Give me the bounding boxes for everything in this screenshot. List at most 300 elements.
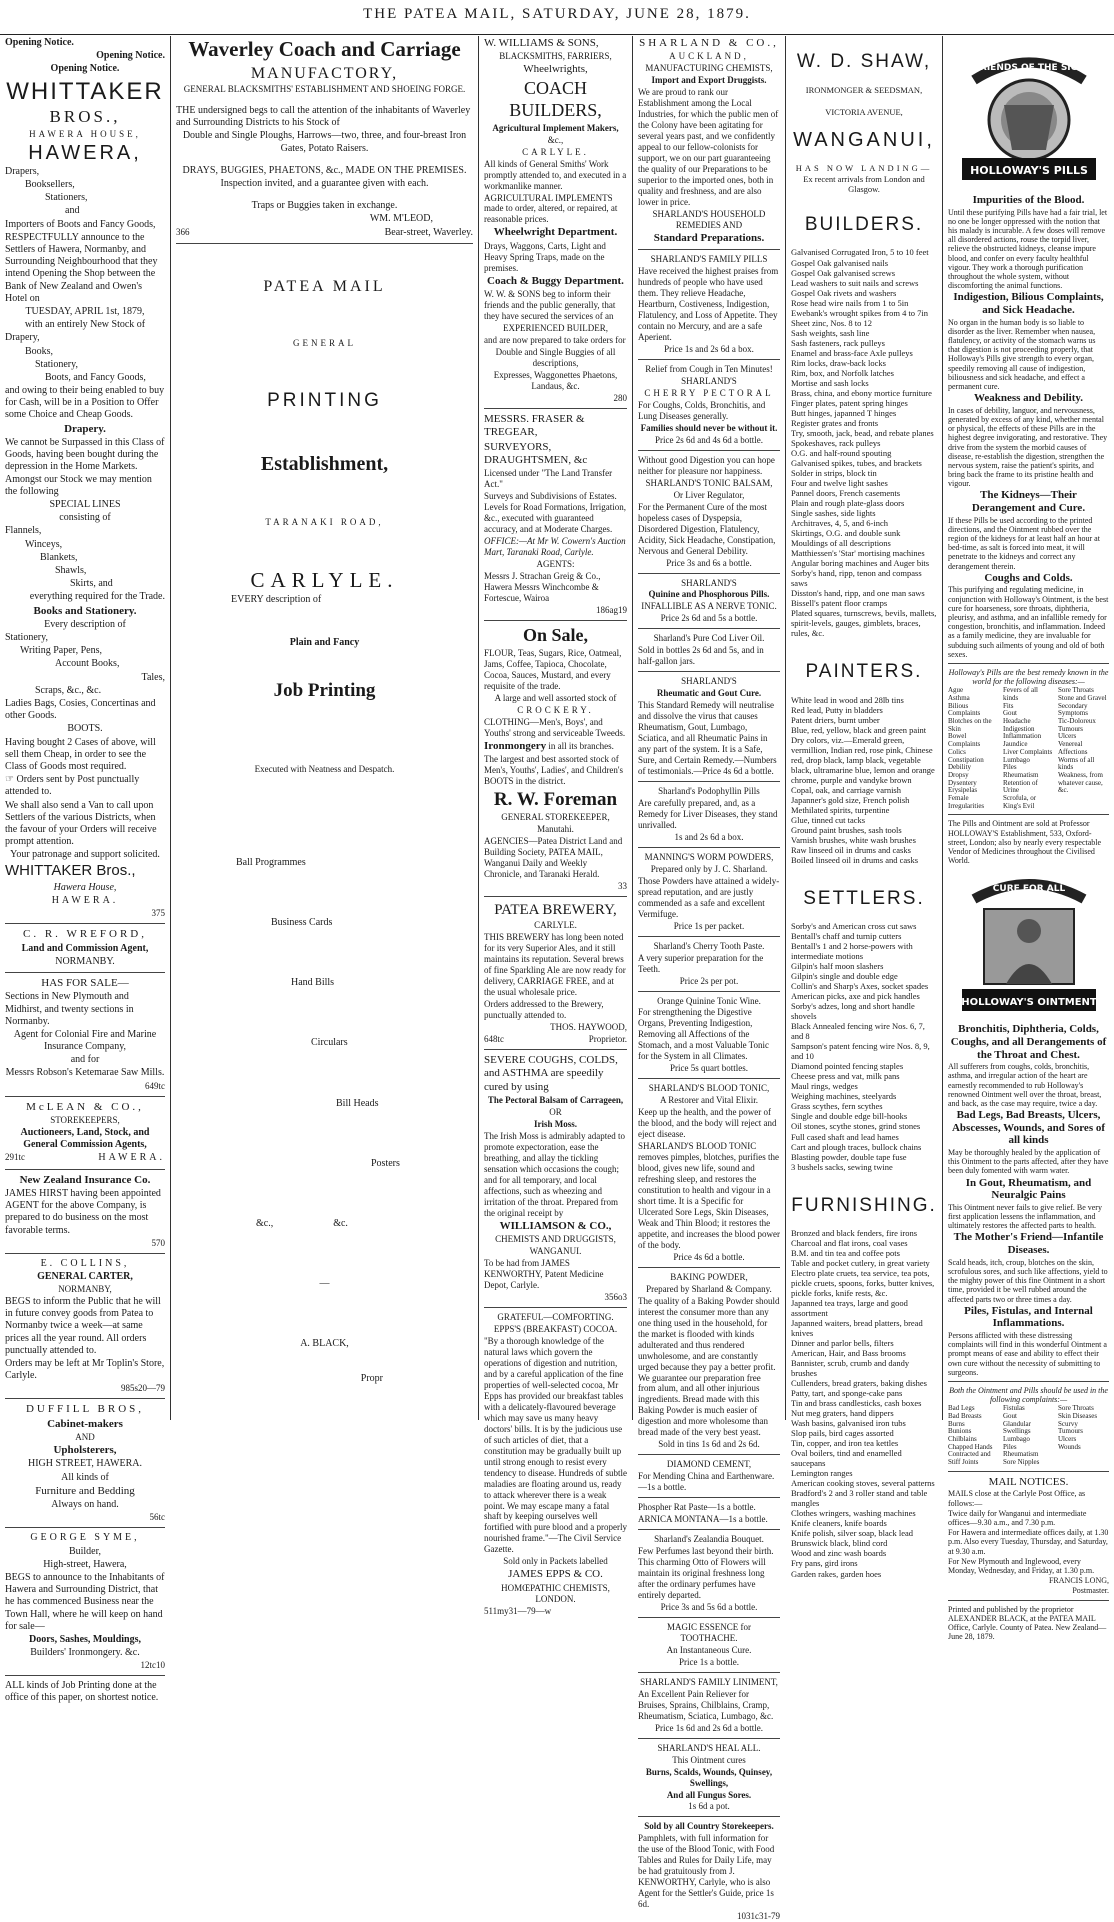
complaint-item: Fistulas — [1003, 1404, 1025, 1413]
body-text: May be thoroughly healed by the application of this Ointment to the parts affected, after they have been duly fomented with warm water. — [948, 1148, 1109, 1176]
settlers-item: Blasting powder, double tape fuse — [791, 1151, 907, 1162]
body-text: A large and well assorted stock of — [494, 692, 617, 703]
complaints-table — [948, 1405, 1109, 1467]
body-text: Those Powders have attained a widely-spread reputation, and are justly commended as a safe and excellent Vermifuge. — [638, 875, 780, 919]
price: Price 2s 6d and 4s 6d a bottle. — [655, 434, 763, 445]
product-heading: An Instantaneous Cure. — [666, 1644, 752, 1655]
product-heading: BAKING POWDER, — [670, 1271, 748, 1282]
special-lines: SPECIAL LINES — [49, 499, 121, 511]
furnishing-item: Lemington ranges — [791, 1468, 853, 1479]
divider — [638, 450, 780, 451]
complaint-item: Sore Nipples — [1003, 1458, 1040, 1467]
furnishing-item: Japanned waiters, bread platters, bread knives — [791, 1318, 923, 1339]
notice-heading: Opening Notice. — [5, 37, 74, 48]
body-text: AGENCIES—Patea District Land and Building Society, PATEA MAIL, Wanganui Daily and Weekly Chronicle, and Taranaki Herald. — [484, 836, 623, 880]
painters-item: Glue, tinned cut tacks — [791, 814, 866, 825]
product-heading: SHARLAND'S TONIC BALSAM, — [645, 477, 773, 488]
line-item: Skirts, and — [70, 578, 113, 590]
builders-item: Galvanised Corrugated Iron, 5 to 10 feet — [791, 247, 929, 258]
body-text: Surveys and Subdivisions of Estates. Levels for Road Formations, Irrigation, &c., executed with guaranteed accuracy, and at Moderate Charges. — [484, 491, 626, 535]
disease-item: Indigestion — [1003, 724, 1035, 733]
body-text: SHARLAND'S HOUSEHOLD REMEDIES AND — [652, 208, 766, 230]
ref-number: 291tc — [5, 1152, 25, 1163]
builders-item: Try, smooth, jack, bead, and rebate planes — [791, 427, 934, 438]
spacer — [176, 1291, 473, 1337]
builders-item: Gospel Oak galvanised nails — [791, 257, 889, 268]
body-text: NORMANBY. — [55, 955, 115, 967]
body-text: Burns, Scalds, Wounds, Quinsey, Swellings, — [645, 1766, 773, 1788]
product-heading: Relief from Cough in Ten Minutes! — [645, 364, 773, 375]
divider — [5, 1398, 165, 1399]
furnishing-item: Slop pails, bird cages assorted — [791, 1428, 894, 1439]
advertiser-name: DUFFILL BROS, — [25, 1403, 145, 1416]
etc-1: &c., — [256, 1218, 274, 1230]
body-text: THOS. HAYWOOD, — [550, 1022, 627, 1033]
product-heading: DIAMOND CEMENT, — [666, 1459, 752, 1470]
furnishing-item: Patty, tart, and sponge-cake pans — [791, 1388, 903, 1399]
furnishing-item: Nut meg graters, hand dippers — [791, 1408, 894, 1419]
printing-paper: PATEA MAIL — [263, 277, 386, 295]
disease-item: Liver Complaints — [1003, 747, 1053, 756]
complaint-item: Tumours — [1058, 1427, 1084, 1436]
disease-item: Jaundice — [1003, 740, 1028, 749]
coach-builders: COACH BUILDERS, — [509, 77, 602, 120]
body-text: BEGS to inform the Public that he will in future convey goods from Patea to Normanby twice a week—at same prices all the year round. All orders punctually attended to. — [5, 1296, 161, 1356]
firm-name: WHITTAKER — [6, 77, 164, 105]
divider — [638, 1529, 780, 1530]
body-text: Doors, Sashes, Mouldings, — [29, 1633, 141, 1645]
body-text: BLACKSMITHS, FARRIERS, — [499, 51, 612, 62]
ref-line — [484, 1034, 627, 1045]
signature: FRANCIS LONG, — [1048, 1576, 1109, 1586]
seal-label: HOLLOWAY'S PILLS — [969, 164, 1088, 177]
body-text: Import and Export Druggists. — [651, 75, 767, 86]
builders-item: Rim, box, and Norfolk latches — [791, 367, 894, 378]
disease-item: Bowel Complaints — [948, 732, 981, 749]
divider — [638, 1497, 780, 1498]
divider — [484, 896, 627, 897]
body-text: Every description of — [44, 618, 126, 630]
builders-item: Sorby's hand, ripp, tenon and compass saws — [791, 567, 922, 588]
body-text: We are proud to rank our Establishment among the Local Industries, for which the public men of the Colony have been agitating for several years past, and we confidently appeal to our fellow-colonists for support, we on our part guaranteeing the quality of our Preparations to be superior to the imported ones, both in quality and freshness, and are also lower in price. — [638, 87, 779, 207]
spacer — [176, 350, 473, 388]
builders-item: Four and twelve light sashes — [791, 477, 888, 488]
section-heading: Drapery. — [64, 422, 106, 435]
settlers-item: Bentall's 1 and 2 horse-powers with intermediate motions — [791, 941, 913, 962]
line-item: Shawls, — [55, 564, 87, 576]
settlers-item: Grass scythes, fern scythes — [791, 1101, 883, 1112]
body-text: For the Permanent Cure of the most hopeless cases of Dyspepsia, Disordered Digestion, Flatulency, Acidity, Sick Headache, Constipation, Nervous and General Debility. — [638, 501, 776, 556]
divider — [638, 628, 780, 629]
body-text: IRONMONGER & SEEDSMAN, — [805, 85, 923, 96]
spacer — [176, 529, 473, 567]
painters-item: Red lead, Putty in bladders — [791, 704, 883, 715]
body-text: Ex recent arrivals from London and Glasgow. — [803, 174, 925, 195]
body-text: Writing Paper, Pens, — [20, 645, 102, 657]
body-text: SURVEYORS, DRAUGHTSMEN, &c — [484, 440, 588, 467]
product-heading: CHERRY PECTORAL — [644, 387, 774, 398]
settlers-item: 3 bushels sacks, sewing twine — [791, 1161, 893, 1172]
settlers-item: Sorby's adzes, long and short handle shovels — [791, 1001, 915, 1022]
disease-item: Worms of all kinds — [1058, 755, 1095, 772]
settlers-item: Full cased shaft and lead hames — [791, 1131, 899, 1142]
spacer — [791, 237, 937, 247]
spacer — [176, 96, 473, 104]
product-heading: MANNING'S WORM POWDERS, — [644, 851, 774, 862]
divider — [638, 1672, 780, 1673]
disease-item: Ague — [948, 686, 964, 695]
complaint-item: Chapped Hands — [948, 1442, 993, 1451]
foreman-name: R. W. Foreman — [493, 789, 618, 811]
section-heading: FURNISHING. — [791, 1194, 937, 1216]
price: Price 1s per packet. — [673, 920, 745, 931]
disease-item: Blotches on the Skin — [948, 717, 992, 733]
divider — [5, 1253, 165, 1254]
spacer — [176, 990, 473, 1036]
body-text: Cabinet-makers — [47, 1417, 123, 1430]
builders-item: Gospel Oak galvanised screws — [791, 267, 896, 278]
body-text: To be had from JAMES KENWORTHY, Patent Medicine Depot, Carlyle. — [484, 1258, 604, 1291]
body-text: This Ointment never fails to give relief. Be very first application lessens the inflammation, and ultimately restores the affected parts to health. — [948, 1202, 1102, 1231]
price: Price 2s 6d and 5s a bottle. — [660, 613, 758, 624]
divider — [638, 991, 780, 992]
furnishing-item: Table and pocket cutlery, in great variety — [791, 1258, 930, 1269]
body-text: THIS BREWERY has long been noted for its very Superior Ales, and it still maintains its reputation. Several brews of fine Sparkling Ale are now ready for delivery, CARRIAGE FREE, and at the usual wholesale price. — [484, 932, 626, 998]
divider — [948, 1600, 1109, 1601]
section-heading: Wheelwright Department. — [493, 226, 618, 239]
body-text: Always on hand. — [51, 1499, 119, 1511]
body-text: SEVERE COUGHS, COLDS, and ASTHMA are speedily cured by using — [484, 1053, 618, 1093]
price: Price 1s a bottle. — [679, 1656, 739, 1667]
furnishing-item: Knife polish, silver soap, black lead — [791, 1528, 914, 1539]
ref-number: 12tc10 — [140, 1660, 165, 1671]
builders-item: Ewebank's wrought spikes from 4 to 7in — [791, 307, 929, 318]
builders-item: Spokeshaves, rack pulleys — [791, 437, 881, 448]
complaint-item: Burns — [948, 1419, 965, 1428]
divider — [638, 1738, 780, 1739]
complaint-item: Glandular Swellings — [1003, 1419, 1031, 1436]
printing-item — [176, 1218, 473, 1230]
body-text: The Pectoral Balsam of Carrageen, — [487, 1095, 624, 1106]
builders-item: Rim locks, draw-back locks — [791, 357, 886, 368]
furnishing-item: Japanned tea trays, large and good assortment — [791, 1298, 908, 1319]
advertiser-name: W. D. SHAW, — [796, 51, 932, 72]
product-heading: Orange Quinine Tonic Wine. — [657, 995, 761, 1006]
spacer — [176, 870, 473, 916]
builders-item: Single sashes, side lights — [791, 507, 876, 518]
section-heading: Weakness and Debility. — [973, 392, 1084, 405]
body-text: For Hawera and intermediate offices daily, at 1.30 p.m. Also every Tuesday, Thursday, and Saturday, at 9.30 a.m. — [948, 1528, 1109, 1556]
body-text: Agricultural Implement Makers, — [492, 122, 619, 133]
divider — [948, 1381, 1109, 1382]
printing-heading: PRINTING — [267, 390, 382, 412]
settlers-item: Bentall's chaff and turnip cutters — [791, 931, 902, 942]
body-text: Sold in bottles 2s 6d and 5s, and in half-gallon jars. — [638, 645, 764, 667]
body-text: Pamphlets, with full information for the use of the Blood Tonic, with Food Tables and Rules for Daily Life, may be had gratuitously from J. KENWORTHY, Carlyle, who is also Agent for the Settler's Guide, price 1s 6d. — [638, 1833, 775, 1910]
seal-motto: FRIENDS OF THE SICK — [973, 63, 1084, 73]
builders-item: Mouldings of all descriptions — [791, 537, 891, 548]
ref-number: 366 — [176, 226, 190, 237]
body-text: EPPS'S (BREAKFAST) COCOA. — [493, 1324, 618, 1335]
spacer — [791, 911, 937, 921]
complaint-item: Rheumatism — [1003, 1450, 1039, 1459]
body-text — [484, 740, 627, 753]
builders-item: Disston's hand, ripp, and one man saws — [791, 588, 925, 599]
notice-heading: Opening Notice. — [50, 63, 120, 75]
disease-item: Piles — [1003, 763, 1017, 772]
body-text: Land and Commission Agent, — [21, 942, 149, 954]
ref-number: 1031c31-79 — [737, 1911, 780, 1922]
product-heading: Or Liver Regulator, — [673, 489, 745, 500]
spacer — [176, 1051, 473, 1097]
settlers-item: Black Annealed fencing wire Nos. 6, 7, and 8 — [791, 1021, 925, 1042]
settlers-item: Gilpin's single and double edge — [791, 971, 898, 982]
disease-item: Asthma — [948, 694, 970, 703]
builders-item: Sheet zinc, Nos. 8 to 12 — [791, 317, 872, 328]
body-text: AUCKLAND, — [669, 51, 749, 62]
product-heading: Sharland's Pure Cod Liver Oil. — [653, 633, 765, 644]
disease-item: Retention of Urine — [1003, 778, 1038, 795]
disease-item: Lumbago — [1003, 755, 1030, 764]
builders-item: Mortise and sash locks — [791, 377, 869, 388]
painters-item: Ground paint brushes, sash tools — [791, 824, 902, 835]
trade-line: Importers of Boots and Fancy Goods, — [5, 218, 156, 230]
builders-item: Architraves, 4, 5, and 6-inch — [791, 517, 889, 528]
price: Price 5s quart bottles. — [670, 1063, 748, 1074]
spacer — [791, 865, 937, 887]
painters-item: Dry colors, viz.—Emerald green, vermillion, Indian red, rose pink, Chinese red, drop black, lamp black, vegetable black, ultramarine blue, lemon and orange chrome, purple and vandyke brown — [791, 734, 935, 785]
disease-item: Secondary Symptoms — [1058, 701, 1088, 718]
body-text: For New Plymouth and Inglewood, every Monday, Wednesday, and Friday, at 1.30 p.m. — [948, 1556, 1095, 1575]
body-text: Orders may be left at Mr Toplin's Store, Carlyle. — [5, 1357, 165, 1382]
furnishing-item: Dinner and parlor bells, filters — [791, 1338, 894, 1349]
section-heading: Coach & Buggy Department. — [487, 274, 624, 287]
spacer — [176, 1171, 473, 1217]
product-heading: SHARLAND'S FAMILY PILLS — [650, 254, 768, 265]
stock-line: Drapery, — [5, 332, 40, 344]
complaint-item: Contracted and Stiff Joints — [948, 1450, 991, 1467]
body-text: Inspection invited, and a guarantee given with each. — [220, 178, 429, 190]
divider — [638, 1267, 780, 1268]
spacer — [176, 1352, 473, 1372]
furnishing-item: Wash basins, galvanised iron tubs — [791, 1418, 906, 1429]
body-text: Wheelwrights, — [523, 63, 588, 76]
signature: WHITTAKER Bros., — [5, 862, 136, 880]
body-text: Executed with Neatness and Despatch. — [254, 763, 395, 774]
complaint-item: Chilblains — [948, 1435, 977, 1444]
divider — [638, 1617, 780, 1618]
painters-item: Patent driers, burnt umber — [791, 714, 880, 725]
body-text: Scraps, &c., &c. — [35, 684, 102, 696]
plain-fancy: Plain and Fancy — [289, 636, 360, 648]
product-heading: Prepared only by J. C. Sharland. — [650, 863, 768, 874]
price: 1s and 2s 6d a box. — [674, 831, 744, 842]
divider — [638, 847, 780, 848]
disease-item: Sore Throats — [1058, 686, 1094, 695]
pills-engraving — [954, 40, 1104, 190]
settlers-item: Gilpin's half moon slashers — [791, 961, 884, 972]
spacer — [791, 118, 937, 128]
body-text: AGENTS: — [536, 559, 575, 570]
builders-item: Galvanised spikes, tubes, and brackets — [791, 457, 922, 468]
body-text: &c., — [547, 134, 564, 145]
body-text: CROCKERY. — [517, 704, 594, 715]
body-text: FLOUR, Teas, Sugars, Rice, Oatmeal, Jams, Coffee, Tapioca, Chocolate, Cocoa, Sauces, Mustard, and every requisite of the trade. — [484, 647, 622, 691]
furnishing-item: Fry pans, gird irons — [791, 1558, 858, 1569]
furnishing-item: Electro plate cruets, tea service, tea pots, pickle cruets, spoons, forks, butter knives, pickle forks, knife rests, &c. — [791, 1268, 935, 1299]
printing-item: Posters — [371, 1157, 400, 1169]
body-text: MAILS close at the Carlyle Post Office, as follows:— — [948, 1489, 1086, 1508]
settlers-item: Oil stones, scythe stones, grind stones — [791, 1121, 921, 1132]
painters-item: Boiled linseed oil in drums and casks — [791, 854, 919, 865]
body-text: HOMŒPATHIC CHEMISTS, LONDON. — [501, 1582, 610, 1604]
divider — [638, 359, 780, 360]
body-text: Upholsterers, — [53, 1444, 117, 1457]
body-text: The Irish Moss is admirably adapted to promote expectoration, ease the breathing, and allay the tickling sensation which occasions the cough; and for all temporary, and local affections, such as wheezing and irritation of the throat. Prepared from the original receipt by — [484, 1131, 625, 1218]
body-text: Agent for Colonial Fire and Marine Insurance Company, — [13, 1028, 157, 1053]
body-text: All kinds of General Smiths' Work promptly attended to, and executed in a workmanlike manner. — [484, 158, 627, 191]
body-text: Expresses, Waggonettes Phaetons, Landaus, &c. — [493, 369, 618, 391]
trade-line: and — [65, 205, 80, 217]
body-text: EVERY description of — [231, 594, 322, 606]
brewery-name: PATEA BREWERY, — [494, 902, 617, 918]
body-text: Stationery, — [5, 632, 48, 644]
body-text: GENERAL CARTER, — [37, 1270, 133, 1282]
furnishing-list — [791, 1228, 937, 1579]
product-heading: Sharland's Zealandia Bouquet. — [654, 1534, 764, 1545]
body-text: Double and Single Ploughs, Harrows—two, three, and four-breast Iron Gates, Potato Raisers. — [182, 130, 467, 154]
body-text: HIGH STREET, HAWERA. — [28, 1458, 142, 1470]
body-text: ALL kinds of Job Printing done at the office of this paper, on shortest notice. — [5, 1680, 159, 1704]
masthead-title: THE PATEA MAIL, SATURDAY, JUNE 28, 1879. — [363, 6, 751, 22]
body-text: THE undersigned begs to call the attention of the inhabitants of Waverley and Surrounding Districts to his Stock of — [176, 105, 471, 129]
body-text: EXPERIENCED BUILDER, — [503, 323, 608, 334]
body-text: VICTORIA AVENUE, — [825, 107, 903, 118]
builders-item: Bissell's patent floor cramps — [791, 598, 888, 609]
body-text: All sufferers from coughs, colds, bronchitis, asthma, and irregular action of the heart are earnestly recommended to rub Holloway's renowned Ointment well over the throat, breast, and back, as the case may require, twice a day. — [948, 1062, 1102, 1108]
furnishing-item: Garden rakes, garden hoes — [791, 1568, 882, 1579]
line-item: Blankets, — [40, 551, 78, 563]
body-text: This purifying and regulating medicine, in conjunction with Holloway's Ointment, is the best cure for hoarseness, sore throats, diphtheria, pleurisy, and asthma, and an infallible remedy for congestion, bronchitis, and inflammation. Indeed as a family medicine, they are invaluable for subduing such ailments of young and old of both sexes. — [948, 585, 1109, 659]
body-text: Double and Single Buggies of all descriptions, — [495, 346, 616, 368]
builders-item: Plain and rough plate-glass doors — [791, 497, 905, 508]
body-text: Orders addressed to the Brewery, punctually attended to. — [484, 999, 604, 1021]
divider — [484, 408, 627, 409]
body-text: "By a thorough knowledge of the natural laws which govern the operations of digestion and nutrition, and by a careful application of the fine properties of well-selected cocoa, Mr Epps has provided our breakfast tables with a delicately-flavoured beverage which may save us many heavy doctors' bills. It is by the judicious use of such articles of diet, that a constitution may be gradually built up until strong enough to resist every tendency to disease. Hundreds of subtle maladies are floating around us, ready to attack wherever there is a weak point. We may escape many a fatal shaft by keeping ourselves well fortified with pure blood and a properly nourished frame."—The Civil Service Gazette. — [484, 1335, 627, 1555]
iron-text: in all its branches. — [548, 740, 614, 751]
seal-label: HOLLOWAY'S OINTMENT — [960, 997, 1097, 1009]
furnishing-item: Oval boilers, tind and enamelled saucepans — [791, 1448, 902, 1469]
spacer — [176, 478, 473, 516]
stock-line: Boots, and Fancy Goods, — [45, 371, 146, 383]
body-text: Messrs J. Strachan Greig & Co., Hawera Messrs Winchcombe & Fortescue, Wairoa — [484, 571, 601, 604]
section-heading: SETTLERS. — [803, 887, 925, 909]
body-text: Furniture and Bedding — [35, 1484, 135, 1497]
address: Bear-street, Waverley. — [384, 226, 473, 238]
spacer — [791, 685, 937, 695]
builders-item: Finger plates, patent spring hinges — [791, 397, 908, 408]
spacer — [791, 154, 937, 162]
body-text: We shall also send a Van to call upon Settlers of the various Districts, when the favour of your Orders will receive prompt attention. — [5, 799, 157, 848]
painters-list — [791, 695, 937, 865]
signature-line: HAWERA. — [51, 894, 119, 906]
settlers-item: Single and double edge bill-hooks — [791, 1111, 908, 1122]
spacer — [176, 191, 473, 199]
divider — [948, 814, 1109, 815]
divider — [948, 663, 1109, 664]
builders-item: Register grates and fronts — [791, 417, 879, 428]
body-text: RESPECTFULLY announce to the Settlers of Hawera, Normanby, and Surrounding Neighbourhood that they intend Opening the Shop between the Bank of New Zealand and Owen's Hotel on — [5, 231, 158, 304]
seal-motto: CURE FOR ALL — [992, 884, 1065, 895]
body-text: and for — [70, 1054, 100, 1066]
price: Sold in tins 1s 6d and 2s 6d. — [658, 1439, 760, 1450]
price: Price 3s and 6s a bottle. — [666, 557, 752, 568]
complaint-item: Bad Breasts — [948, 1411, 982, 1420]
body-text: Manutahi. — [537, 824, 574, 835]
body-text: INFALLIBLE AS A NERVE TONIC. — [641, 601, 777, 612]
body-text: and are now prepared to take orders for — [484, 335, 626, 345]
body-text: Messrs Robson's Ketemarae Saw Mills. — [5, 1067, 165, 1079]
product-heading: ARNICA MONTANA—1s a bottle. — [638, 1514, 768, 1525]
ad-title: Waverley Coach and Carriage — [188, 37, 461, 61]
complaint-item: Bad Legs — [948, 1404, 975, 1413]
divider — [484, 1307, 627, 1308]
proprietor-title: Propr — [360, 1372, 383, 1384]
spacer — [791, 96, 937, 106]
builders-item: Sash weights, sash line — [791, 327, 870, 338]
divider — [638, 781, 780, 782]
spacer — [791, 36, 937, 50]
body-text: with an entirely New Stock of — [24, 319, 146, 331]
ref-number: 356o3 — [604, 1292, 627, 1303]
body-text: OR — [549, 1107, 562, 1118]
pointing-hand-icon: ☞ — [5, 774, 14, 786]
disease-item: Bilious Complaints — [948, 701, 981, 718]
firm-name-2: BROS., — [49, 106, 121, 126]
body-text: Few Perfumes last beyond their birth. This charming Otto of Flowers will maintain its original freshness long after the ordinary perfumes have entirely departed. — [638, 1546, 774, 1600]
divider — [5, 1527, 165, 1528]
masthead — [0, 0, 1114, 35]
furnishing-item: Tin and brass candlesticks, cash boxes — [791, 1398, 922, 1409]
body-text: NORMANBY, — [58, 1284, 112, 1295]
product-heading: Prepared by Sharland & Company. — [646, 1283, 772, 1294]
body-text: In cases of debility, languor, and nervousness, generated by excess of any kind, whether mental or physical, the effects of these Pills are in the highest degree invigorating, and restorative. They drive from the system the morbid causes of disease, re-establish the digestion, strengthen the nervous system, raise the patient's spirits, and bring back the frame to its pristine health and vigour. — [948, 405, 1108, 489]
ref-line — [176, 227, 473, 239]
body-text — [5, 774, 165, 798]
ref-number: 280 — [613, 392, 627, 403]
line-item: everything required for the Trade. — [29, 591, 165, 603]
disease-item: Scrofula, or King's Evil — [1003, 793, 1037, 810]
body-text: For strengthening the Digestive Organs, Preventing Indigestion, Removing all Affections of the Stomach, and a most Valuable Tonic for the System in all Climates. — [638, 1007, 770, 1062]
product-heading: Sharland's Cherry Tooth Paste. — [653, 940, 765, 951]
body-text: No organ in the human body is so liable to disorder as the liver. Remember when nausea, flatulency, or activity of the stomach warns us that digestion is not proceeding properly, that Holloway's Pills give strength to every organ, speedily removing all cause of indigestion, biliousness and sick headache, and effect a permanent cure. — [948, 317, 1096, 391]
product-heading: A Restorer and Vital Elixir. — [659, 1095, 759, 1106]
settlers-item: Cheese press and vat, milk pans — [791, 1071, 900, 1082]
divider — [5, 1675, 165, 1676]
builders-item: Brass, china, and ebony mortice furniture — [791, 387, 932, 398]
imprint: Printed and published by the proprietor ALEXANDER BLACK, at the PATEA MAIL Office, Carlyle. County of Patea. New Zealand—June 28, 1879. — [948, 1604, 1107, 1642]
price: Price 1s 6d and 2s 6d a bottle. — [655, 1722, 763, 1733]
section-heading: Piles, Fistulas, and Internal Inflammations. — [964, 1304, 1093, 1330]
builders-list — [791, 247, 937, 638]
body-text: Are carefully prepared, and, as a Remedy for Liver Diseases, they stand unrivalled. — [638, 797, 778, 830]
divider — [5, 972, 165, 973]
product-heading: Sharland's Podophyllin Pills — [658, 786, 760, 796]
product-heading: SHARLAND'S BLOOD TONIC, — [648, 1083, 770, 1094]
product-heading: Rheumatic and Gout Cure. — [656, 688, 762, 699]
body-text: SHARLAND'S BLOOD TONIC removes pimples, blotches, purifies the blood, gives new life, sound and refreshing sleep, and restores the constitution to health and vigour in a short time. It is a Specific for Ulcerated Sore Legs, Skin Diseases, Weak and Thin Blood; it restores the appetite, and increases the blood power of the body. — [638, 1141, 780, 1250]
advertiser-name: SHARLAND & CO., — [639, 37, 779, 49]
